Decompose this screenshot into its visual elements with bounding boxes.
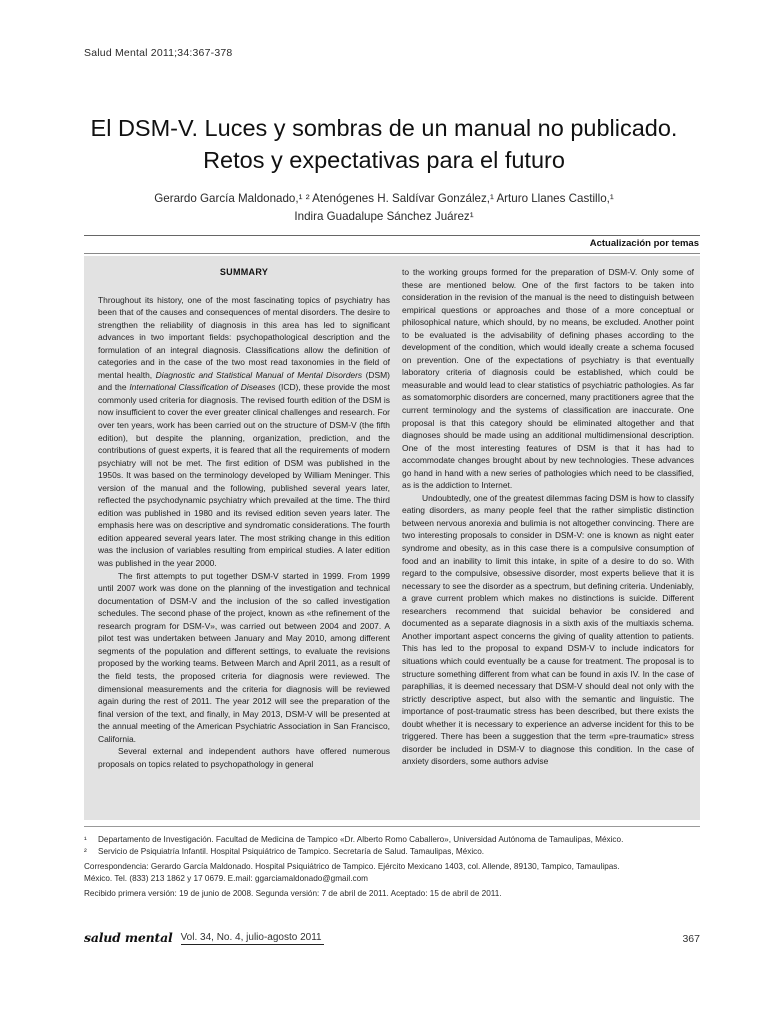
correspondence-line-1: Correspondencia: Gerardo García Maldonado. Hospital Psiquiátrico de Tampico. Ejército Mexicano 1403, col. Allende, 89130, Tampico, Tamaulipas.	[84, 862, 620, 871]
footnote-2-mark: ²	[84, 847, 87, 856]
authors-line-2: Indira Guadalupe Sánchez Juárez¹	[294, 210, 474, 223]
header-divider	[84, 235, 700, 236]
journal-logo: salud mental	[84, 930, 173, 945]
summary-paragraph-4: to the working groups formed for the preparation of DSM-V. Only some of these are mentioned below. One of the first factors to be taken into consideration in the revision of the manual is the need to distinguish between empirical questions or approaches and those of a more conceptual or philosophical nature, which should, by no means, be excluded. Another point to be evaluated is the advisability of defining phases according to the development of the condition, which would ideally create a schema focused on prevention. One of the expectations of psychiatry is that eventually laboratory criteria of diagnosis could be established, which could be measurable and would lead to clear statistics of psychiatric pathologies. As far as somatomorphic disorders are concerned, many practitioners agree that the current terminology and the systems of classification are inaccurate. One proposal is that this category should be eliminated altogether and that diagnoses should be made using an additional multidimensional description. One of the most interesting features of DSM is that it has had to accommodate changes brought about by new technologies. These advances go hand in hand with a new series of pathologies which need to be classified, as is the addiction to Internet.	[402, 267, 694, 491]
journal-reference: Salud Mental 2011;34:367-378	[84, 47, 233, 59]
journal-issue: Vol. 34, No. 4, julio-agosto 2011	[180, 932, 322, 943]
received-dates: Recibido primera versión: 19 de junio de 2008. Segunda versión: 7 de abril de 2011. Aceptado: 15 de abril de 2011.	[84, 889, 502, 898]
summary-column-right	[402, 266, 694, 768]
footnote-1-text: Departamento de Investigación. Facultad de Medicina de Tampico «Dr. Alberto Romo Caballero», Universidad Autónoma de Tamaulipas, México.	[98, 835, 624, 844]
summary-p1-text-a: Throughout its history, one of the most fascinating topics of psychiatry has been that of the causes and consequences of mental disorders. The desire to strengthen the reliability of diagnosis in this area has led to significant advances in two important fields: psychopathological description and the formulation of an integral diagnosis. Classifications allow the definition of categories and in the case of the two most read taxonomies in the field of mental health,	[98, 294, 390, 380]
title-line-1: El DSM-V. Luces y sombras de un manual no publicado.	[90, 115, 678, 141]
footer-journal	[84, 930, 324, 945]
page-footer	[84, 930, 700, 945]
summary-paragraph-1	[98, 294, 390, 570]
summary-paragraph-3: Several external and independent authors have offered numerous proposals on topics related to psychopathology in general	[98, 746, 390, 769]
summary-p1-italic-dsm: Diagnostic and Statistical Manual of Mental Disorders	[155, 369, 363, 380]
footnote-2-text: Servicio de Psiquiatría Infantil. Hospital Psiquiátrico de Tampico. Secretaría de Salud. Tamaulipas, México.	[98, 847, 485, 856]
footnote-2	[84, 846, 700, 858]
summary-paragraph-5: Undoubtedly, one of the greatest dilemmas facing DSM is how to classify eating disorders, as many people feel that the rather simplistic distinction between nervous anorexia and bulimia is not altogether convincing. There are two interesting proposals to consider in DSM-V: one is known as night eater syndrome and obesity, as in this case there is a compulsive consumption of food and an inability to limit this intake, in spite of a desire to do so. With regard to the compulsive, obsessive disorder, most experts believe that it is necessary to see the disorder as a spectrum, but defining criteria. Undeniably, a grave current problem which makes no distinctions is suicide. Different researchers recommend that suicidal behavior be considered and documented as a separate diagnosis in a sixth axis of the multiaxis schema. Another important aspect concerns the giving of quality attention to patients. This has led to the proposal to expand DSM-V to include indicators for situations which could eventually be a cause for treatment. The proposal is to structure something different from what can be found in axis IV. In the case of paraphilias, it is deemed necessary that DSM-V should deal not only with the strictly descriptive aspect, but also with the semantic and linguistic. The importance of post-traumatic stress has been described, but there exists the doubt whether it is necessary to experience an adverse incident for this to be triggered. There has been a suggestion that the term «pre-traumatic» stress disorder be included in DSM-V to diagnose this condition. In the case of anxiety disorders, some authors advise	[402, 492, 694, 767]
title-line-2: Retos y expectativas para el futuro	[203, 147, 565, 173]
summary-p1-text-c: (ICD), these provide the most commonly used criteria for diagnosis. The revised fourth edition of the DSM is now insufficient to cover the ever greater clinical challenges and research. For over ten years, work has been carried out on the structure of DSM-V (the fifth edition), but despite the planning, organization, prediction, and the contributions of guest experts, it is feared that all the requirements of modern psychiatry will not be met. The first edition of DSM was published in the 1950s. It was based on the terminology developed by William Meninger. This version of the manual and the following, published several years later, reflected the psychodynamic psychiatry which prevailed at the time. The third edition was published in 1980 and its revised edition seven years later. The emphasis here was on descriptive and syndromatic considerations. The fourth edition appeared several years later. The most striking change in this edition was the inclusion of variables resulting from empirical studies. A later edition was published in the year 2000.	[98, 382, 391, 569]
author-list	[60, 190, 708, 226]
summary-p1-text-b: (DSM) and the	[98, 369, 390, 393]
summary-column-left	[98, 266, 390, 770]
correspondence-line-2: México. Tel. (833) 213 1862 y 17 0679. E.mail: ggarciamaldonado@gmail.com	[84, 874, 368, 883]
summary-paragraph-2: The first attempts to put together DSM-V started in 1999. From 1999 until 2007 work was done on the planning of the investigation and technical documentation of DSM-V and the inclusion of the so called investigation schedules. The second phase of the project, known as «the refinement of the research program for DSM-V», was carried out between 2004 and 2007. A pilot test was undertaken between January and May 2010, among different segments of the population and different settings, to evaluate the revisions proposed by the working teams. Between March and April 2011, as a result of the field tests, the proposed criteria for diagnosis were reviewed. The dimensional measurements and the criteria for diagnosis will be reviewed again during the rest of 2011. The year 2012 will see the preparation of the final version of the text, and finally, in May 2013, DSM-V will be presented at the annual meeting of the American Psychiatric Association in San Francisco, California.	[98, 570, 390, 744]
section-tag: Actualización por temas	[589, 238, 699, 249]
section-divider	[84, 253, 700, 254]
summary-p1-italic-icd: International Classification of Diseases	[129, 382, 276, 393]
summary-heading: SUMMARY	[219, 267, 269, 277]
article-title	[60, 112, 708, 176]
footnote-1-mark: ¹	[84, 835, 87, 844]
footnotes	[84, 826, 700, 900]
page-number: 367	[682, 933, 700, 945]
authors-line-1: Gerardo García Maldonado,¹ ² Atenógenes H. Saldívar González,¹ Arturo Llanes Castillo,¹	[154, 192, 614, 205]
footnote-1	[84, 834, 700, 846]
